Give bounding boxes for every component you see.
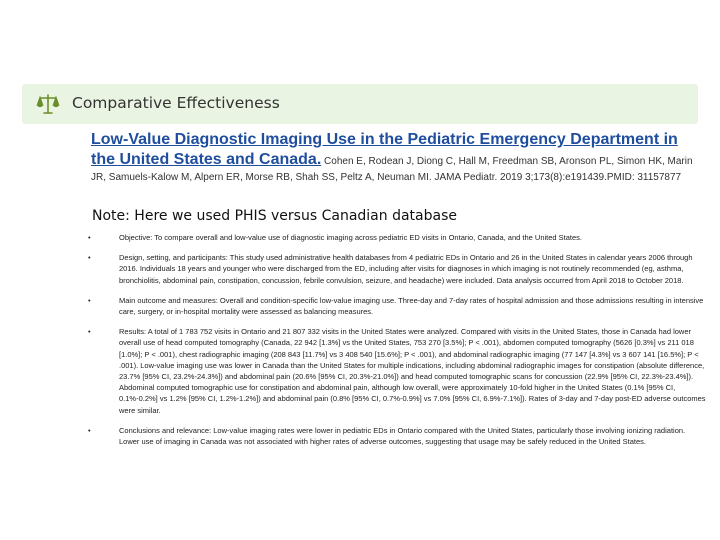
bullet-results [88,326,706,416]
citation [91,130,701,185]
bullet-text: Objective: To compare overall and low-value use of diagnostic imaging across pediatric ED visits in Ontario, Canada, and the United States. [119,233,583,242]
bullet-outcome [88,295,706,317]
bullet-text: Design, setting, and participants: This study used administrative health databases from 4 pediatric EDs in Ontario and 26 in the United States in calendar years 2006 through 2016. Individuals 18 years and younger who were discharged from the ED, including after visits for diagnoses in which imaging is not routinely recommended (eg, asthma, bronchiolitis, abdominal pain, constipation, concussion, febrile convulsion, seizure, and headache) were included. Data analysis occurred from April 2018 to October 2018. [119,253,693,285]
bullet-conclusions [88,425,706,447]
bullet-icon: • [88,233,91,242]
section-title: Comparative Effectiveness [72,94,280,112]
bullet-design [88,252,706,286]
bullet-text: Conclusions and relevance: Low-value imaging rates were lower in pediatric EDs in Ontario compared with the United States, particularly those involving ionizing radiation. Lower use of imaging in Canada was not associated with higher rates of adverse outcomes, suggesting that usage may be safely reduced in the United States. [119,425,686,447]
article-title-link[interactable]: Low-Value Diagnostic Imaging Use in the Pediatric Emergency Department in the United States and Canada. [91,131,678,168]
bullet-icon: • [88,327,91,337]
database-note: Note: Here we used PHIS versus Canadian database [92,208,457,224]
bullet-text: Results: A total of 1 783 752 visits in Ontario and 21 807 332 visits in the United States were analyzed. Compared with visits in the United States, those in Canada had lower overall use of head computed tomography (Canada, 22 942 [1.3%] vs the United States, 753 270 [3.5%]; P < .001), abdomen computed tomography (5626 [0.3%] vs 211 018 [1.0%]; P < .001), chest radiographic imaging (208 843 [11.7%] vs 3 408 540 [15.6%]; P < .001), and abdominal radiographic imaging (77 147 [4.3%] vs 3 607 141 [16.5%]; P < .001). Low-value imaging use was lower in Canada than the United States for multiple indications, including abdominal radiographic images for constipation (absolute difference, 23.7% [95% CI, 23.2%-24.3%]) and abdominal pain (20.6% [95% CI, 20.3%-21.0%]) and head computed tomographic scans for concussion (22.9% [95% CI, 22.3%-23.4%]). Abdominal computed tomographic use for constipation and abdominal pain, although low overall, were approximately 10-fold higher in the United States (0.1% [95% CI, 0.1%-0.2%] vs 1.2% [95% CI, 1.2%-1.2%]) and abdominal pain (0.8% [95% CI, 0.7%-0.9%] vs 7.0% [95% CI, 6.9%-7.1%]). Rates of 3-day and 7-day post-ED adverse outcomes were similar. [119,327,706,415]
abstract-bullets [88,232,706,456]
bullet-icon: • [88,253,91,263]
bullet-icon: • [88,295,91,305]
scales-icon [36,92,60,116]
bullet-objective [88,232,706,243]
bullet-text: Main outcome and measures: Overall and condition-specific low-value imaging use. Three-day and 7-day rates of hospital admission and those admissions resulting in intensive care, surgery, or in-hospital mortality were assessed as balancing measures. [119,295,704,317]
citation-journal: JAMA Pediatr. 2019 3;173(8):e191439.PMID: 31157877 [434,172,682,183]
citation-authors: Cohen E, Rodean J, Diong C, Hall M, Freedman SB, Aronson PL, Simon HK, Marin JR, Samuels-Kalow M, Alpern ER, Morse RB, Shah SS, Peltz A, Neuman MI. [91,156,693,183]
bullet-icon: • [88,425,91,435]
section-banner [22,84,698,124]
